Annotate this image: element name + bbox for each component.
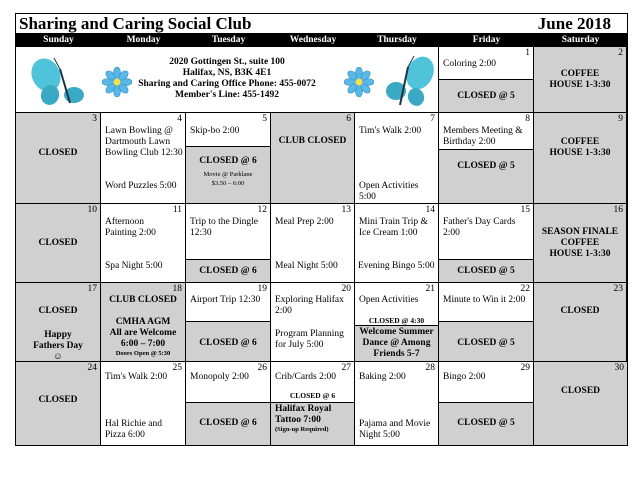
day-number: 24	[87, 363, 97, 373]
day-number: 13	[341, 205, 351, 215]
calendar	[15, 13, 628, 446]
event-text: CLOSED	[38, 395, 78, 405]
event-text: Pajama and Movie Night 5:00	[359, 419, 431, 440]
info-address: 2020 Gottingen St., suite 100	[169, 57, 285, 67]
event-text: Evening Bingo 5:00	[358, 261, 435, 271]
event-text: COFFEE HOUSE 1-3:30	[549, 238, 611, 259]
day-cell-18	[101, 283, 186, 362]
closing-time: CLOSED @ 6	[199, 266, 257, 276]
event-text: Welcome Summer Dance @ Among Friends 5-7	[359, 327, 434, 359]
day-number: 16	[613, 205, 623, 215]
dow-sunday: Sunday	[16, 34, 101, 47]
day-cell-13	[271, 204, 355, 283]
closing-time: CLOSED @ 5	[457, 338, 515, 348]
closing-time: CLOSED @ 6	[199, 338, 257, 348]
day-cell-17	[16, 283, 101, 362]
day-cell-25	[101, 362, 186, 445]
event-text: Tim's Walk 2:00	[105, 372, 168, 382]
day-number: 7	[430, 114, 435, 124]
dow-monday: Monday	[101, 34, 186, 47]
day-number: 6	[346, 114, 351, 124]
event-text: CLUB CLOSED	[109, 295, 177, 305]
day-number: 30	[614, 363, 624, 373]
event-note: Movie @ Parklane	[203, 171, 253, 178]
day-number: 12	[257, 205, 267, 215]
event-text: Open Activities	[359, 295, 419, 305]
day-cell-12	[186, 204, 271, 283]
event-text: CLUB CLOSED	[278, 136, 347, 146]
day-cell-3	[16, 113, 101, 204]
day-number: 15	[520, 205, 530, 215]
event-text: SEASON FINALE	[541, 227, 619, 237]
event-text: Members Meeting & Birthday 2:00	[443, 126, 523, 147]
event-text: All are Welcome	[109, 328, 177, 338]
day-number: 28	[425, 363, 435, 373]
event-text: Program Planning for July 5:00	[275, 329, 344, 350]
closing-time: CLOSED @ 6	[199, 418, 257, 428]
event-note: $3.50 – 6:00	[211, 180, 245, 187]
day-number: 26	[257, 363, 267, 373]
day-number: 25	[172, 363, 182, 373]
day-number: 19	[257, 284, 267, 294]
day-cell-21	[355, 283, 439, 362]
club-info-block	[16, 47, 439, 113]
event-text: Airport Trip 12:30	[190, 295, 261, 305]
closing-time: CLOSED @ 4:30	[368, 316, 425, 325]
event-text: Halifax Royal Tattoo 7:00	[275, 404, 332, 425]
info-members-line: Member's Line: 455-1492	[175, 90, 279, 100]
day-number: 5	[262, 114, 267, 124]
dow-saturday: Saturday	[534, 34, 627, 47]
day-cell-14	[355, 204, 439, 283]
event-text: Meal Prep 2:00	[275, 217, 334, 227]
day-cell-6	[271, 113, 355, 204]
event-text: CLOSED	[560, 386, 601, 396]
day-cell-7	[355, 113, 439, 204]
day-number: 3	[92, 114, 97, 124]
day-cell-1	[439, 47, 534, 113]
day-number: 2	[618, 48, 623, 58]
event-text: Lawn Bowling @ Dartmouth Lawn Bowling Club 12:30	[105, 126, 183, 158]
day-cell-5	[186, 113, 271, 204]
day-cell-11	[101, 204, 186, 283]
day-cell-16	[534, 204, 627, 283]
day-number: 23	[613, 284, 623, 294]
day-cell-29	[439, 362, 534, 445]
event-text: CLOSED	[38, 238, 78, 248]
event-text: Minute to Win it 2:00	[443, 295, 526, 305]
day-cell-24	[16, 362, 101, 445]
event-text: CLOSED	[38, 148, 78, 158]
day-cell-26	[186, 362, 271, 445]
dow-tuesday: Tuesday	[186, 34, 271, 47]
event-text: Open Activities 5:00	[359, 181, 419, 202]
event-text: Baking 2:00	[359, 372, 406, 382]
day-cell-23	[534, 283, 627, 362]
day-number: 14	[425, 205, 435, 215]
event-text: Monopoly 2:00	[190, 372, 249, 382]
day-cell-10	[16, 204, 101, 283]
closing-time: CLOSED @ 5	[457, 161, 515, 171]
day-cell-8	[439, 113, 534, 204]
day-cell-20	[271, 283, 355, 362]
day-number: 29	[520, 363, 530, 373]
closing-time: CLOSED @ 6	[289, 391, 336, 400]
day-cell-19	[186, 283, 271, 362]
dow-thursday: Thursday	[355, 34, 439, 47]
day-number: 1	[525, 48, 530, 58]
event-text: Word Puzzles 5:00	[105, 181, 177, 191]
day-cell-9	[534, 113, 627, 204]
day-cell-15	[439, 204, 534, 283]
day-number: 17	[87, 284, 97, 294]
event-text: Crib/Cards 2:00	[275, 372, 336, 382]
info-office-phone: Sharing and Caring Office Phone: 455-0072	[138, 79, 316, 89]
event-text: Tim's Walk 2:00	[359, 126, 422, 136]
info-city: Halifax, NS, B3K 4E1	[182, 68, 272, 78]
day-number: 4	[177, 114, 182, 124]
event-text: Exploring Halifax 2:00	[275, 295, 344, 316]
event-text: Coloring 2:00	[443, 59, 497, 69]
day-cell-30	[534, 362, 627, 445]
event-text: Meal Night 5:00	[275, 261, 338, 271]
closing-time: CLOSED @ 6	[199, 156, 257, 166]
day-number: 20	[341, 284, 351, 294]
day-number: 10	[87, 205, 97, 215]
event-text: COFFEE HOUSE 1-3:30	[549, 137, 611, 158]
event-text: CMHA AGM	[115, 317, 171, 327]
event-text: Skip-bo 2:00	[190, 126, 240, 136]
event-text: Father's Day Cards 2:00	[443, 217, 516, 238]
event-note: (Sign-up Required)	[275, 426, 329, 433]
event-text: Spa Night 5:00	[105, 261, 163, 271]
event-note: Doors Open @ 5:30	[115, 350, 171, 357]
day-number: 18	[172, 284, 182, 294]
event-text: Bingo 2:00	[443, 372, 486, 382]
day-cell-2	[534, 47, 627, 113]
page-title: Sharing and Caring Social Club	[19, 14, 252, 33]
event-text: Afternoon Painting 2:00	[105, 217, 156, 238]
month-label: June 2018	[537, 14, 611, 33]
day-number: 8	[525, 114, 530, 124]
day-number: 9	[618, 114, 623, 124]
event-text: Happy Fathers Day ☺	[33, 330, 83, 362]
event-text: CLOSED	[38, 306, 78, 316]
club-address	[16, 57, 438, 101]
flower-icon	[344, 67, 374, 97]
day-number: 27	[341, 363, 351, 373]
closing-time: CLOSED @ 5	[457, 91, 515, 101]
calendar-header	[16, 14, 627, 34]
day-number: 21	[425, 284, 435, 294]
dow-wednesday: Wednesday	[271, 34, 355, 47]
day-cell-4	[101, 113, 186, 204]
day-cell-27	[271, 362, 355, 445]
event-text: 6:00 – 7:00	[120, 339, 166, 349]
closing-time: CLOSED @ 5	[457, 418, 515, 428]
day-number: 22	[520, 284, 530, 294]
event-text: Hal Richie and Pizza 6:00	[105, 419, 162, 440]
day-cell-22	[439, 283, 534, 362]
closing-time: CLOSED @ 5	[457, 266, 515, 276]
event-text: Trip to the Dingle 12:30	[190, 217, 258, 238]
event-text: Mini Train Trip & Ice Cream 1:00	[359, 217, 428, 238]
event-text: COFFEE HOUSE 1-3:30	[549, 69, 611, 90]
event-text: CLOSED	[560, 306, 600, 316]
day-cell-28	[355, 362, 439, 445]
day-number: 11	[172, 205, 182, 215]
dow-friday: Friday	[439, 34, 534, 47]
butterfly-icon	[384, 53, 436, 109]
